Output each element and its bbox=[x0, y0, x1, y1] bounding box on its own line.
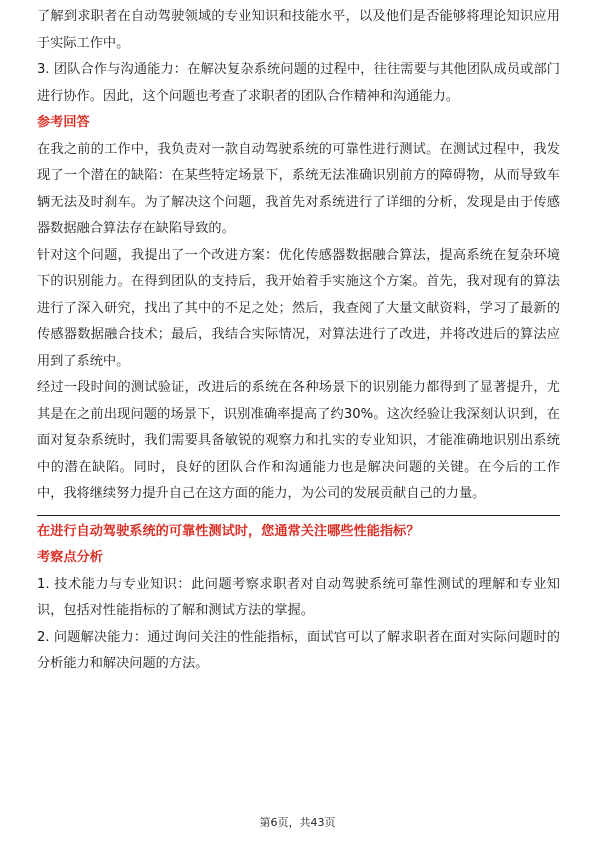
analysis-heading: 考察点分析 bbox=[37, 550, 103, 565]
answer-paragraph-2: 针对这个问题，我提出了一个改进方案：优化传感器数据融合算法，提高系统在复杂环境下的识别能力。在得到团队的支持后，我开始着手实施这个方案。首先，我对现有的算法进行了深入研究，找出了其中的不足之处；然后，我查阅了大量文献资料，学习了最新的传感器数据融合技术；最后，我结合实际情况，对算法进行了改进，并将改进后的算法应用到了系统中。 bbox=[37, 247, 560, 369]
analysis-point-1: 1. 技术能力与专业知识：此问题考察求职者对自动驾驶系统可靠性测试的理解和专业知识，包括对性能指标的了解和测试方法的掌握。 bbox=[37, 576, 560, 618]
point-teamwork: 3. 团队合作与沟通能力：在解决复杂系统问题的过程中，往往需要与其他团队成员或部门进行协作。因此，这个问题也考查了求职者的团队合作精神和沟通能力。 bbox=[37, 62, 560, 104]
page-content bbox=[37, 4, 560, 678]
analysis-point-2: 2. 问题解决能力：通过询问关注的性能指标，面试官可以了解求职者在面对实际问题时的分析能力和解决问题的方法。 bbox=[37, 629, 560, 671]
reference-answer-heading: 参考回答 bbox=[37, 115, 90, 130]
intro-paragraph: 了解到求职者在自动驾驶领域的专业知识和技能水平，以及他们是否能够将理论知识应用于实际工作中。 bbox=[37, 9, 560, 51]
answer-paragraph-1: 在我之前的工作中，我负责对一款自动驾驶系统的可靠性进行测试。在测试过程中，我发现了一个潜在的缺陷：在某些特定场景下，系统无法准确识别前方的障碍物，从而导致车辆无法及时刹车。为了解决这个问题，我首先对系统进行了详细的分析，发现是由于传感器数据融合算法存在缺陷导致的。 bbox=[37, 141, 560, 236]
page-number: 第6页，共43页 bbox=[259, 816, 336, 829]
question-title: 在进行自动驾驶系统的可靠性测试时，您通常关注哪些性能指标？ bbox=[37, 523, 420, 539]
answer-paragraph-3: 经过一段时间的测试验证，改进后的系统在各种场景下的识别能力都得到了显著提升，尤其是在之前出现问题的场景下，识别准确率提高了约30%。这次经验让我深刻认识到，在面对复杂系统时，我们需要具备敏锐的观察力和扎实的专业知识，才能准确地识别出系统中的潜在缺陷。同时，良好的团队合作和沟通能力也是解决问题的关键。在今后的工作中，我将继续努力提升自己在这方面的能力，为公司的发展贡献自己的力量。 bbox=[37, 380, 560, 501]
section-divider bbox=[37, 515, 560, 516]
